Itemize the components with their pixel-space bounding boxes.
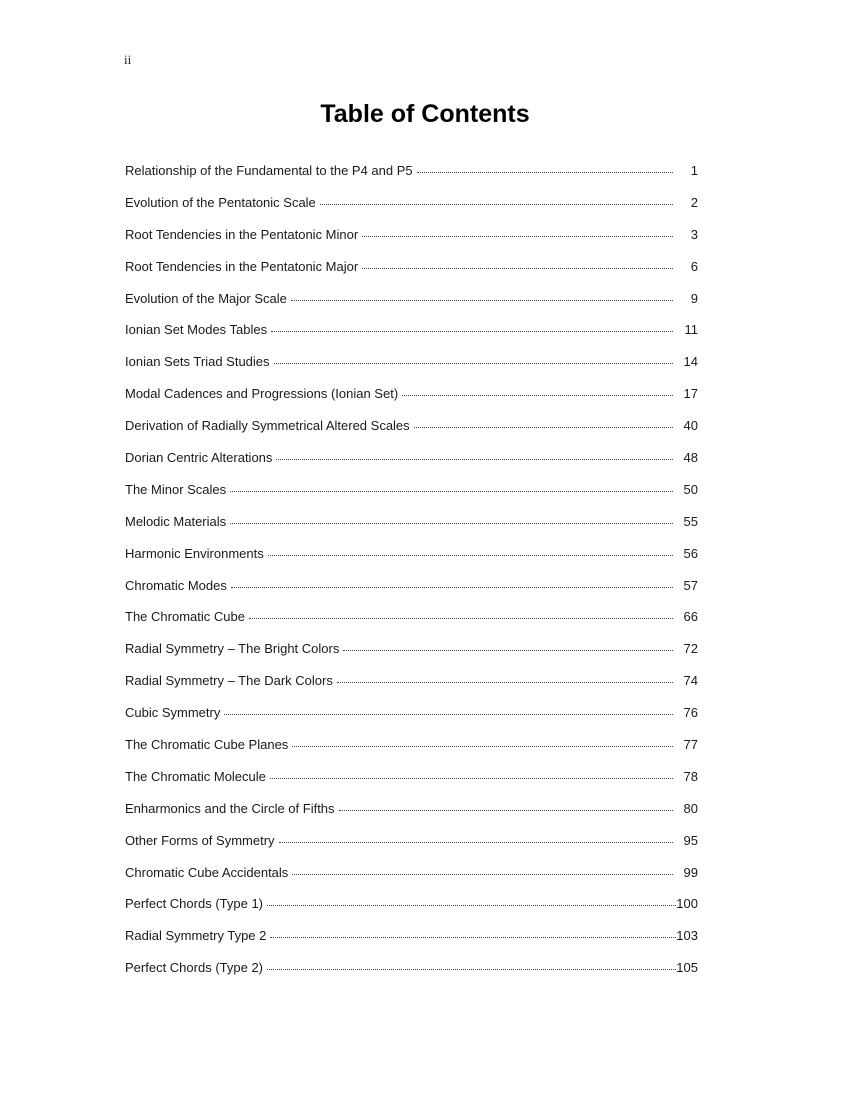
dot-leader	[270, 926, 676, 940]
toc-entry[interactable]	[125, 863, 698, 895]
toc-entry-page: 3	[690, 226, 698, 242]
toc-entry-page: 14	[683, 354, 698, 370]
dot-leader	[271, 320, 673, 334]
toc-entry-page: 80	[683, 800, 698, 816]
toc-entry-page: 103	[676, 928, 698, 944]
toc-entry[interactable]	[125, 480, 698, 512]
toc-entry-title: Cubic Symmetry	[125, 705, 221, 721]
page-number: ii	[124, 52, 132, 67]
toc-entry-page: 76	[683, 705, 698, 721]
toc-entry-title: Chromatic Modes	[125, 577, 227, 593]
toc-entry-title: Other Forms of Symmetry	[125, 832, 275, 848]
dot-leader	[292, 863, 673, 877]
toc-entry-page: 48	[683, 450, 698, 466]
toc-entry[interactable]	[125, 831, 698, 863]
dot-leader	[279, 831, 673, 845]
toc-entry-title: Chromatic Cube Accidentals	[125, 864, 289, 880]
toc-entry[interactable]	[125, 639, 698, 671]
toc-entry[interactable]	[125, 671, 698, 703]
toc-entry[interactable]	[125, 544, 698, 576]
dot-leader	[230, 512, 673, 526]
toc-entry-page: 50	[683, 481, 698, 497]
toc-entry[interactable]	[125, 512, 698, 544]
toc-entry[interactable]	[125, 225, 698, 257]
dot-leader	[414, 416, 673, 430]
toc-entry[interactable]	[125, 894, 698, 926]
toc-entry-title: Evolution of the Major Scale	[125, 290, 287, 306]
toc-entry[interactable]	[125, 958, 698, 990]
toc-entry-page: 105	[676, 960, 698, 976]
toc-entry-page: 72	[683, 641, 698, 657]
toc-entry-title: Evolution of the Pentatonic Scale	[125, 194, 316, 210]
toc-entry[interactable]	[125, 352, 698, 384]
toc-entry-title: Modal Cadences and Progressions (Ionian Set)	[125, 386, 399, 402]
toc-entry-page: 6	[690, 258, 698, 274]
toc-entry-title: Perfect Chords (Type 2)	[125, 960, 263, 976]
toc-entry[interactable]	[125, 799, 698, 831]
toc-entry[interactable]	[125, 161, 698, 193]
toc-entry-page: 55	[683, 513, 698, 529]
toc-entry-title: Root Tendencies in the Pentatonic Minor	[125, 226, 359, 242]
toc-entry-page: 95	[683, 832, 698, 848]
toc-entry-page: 1	[690, 163, 698, 178]
dot-leader	[339, 799, 673, 813]
dot-leader	[249, 607, 673, 621]
dot-leader	[320, 193, 673, 207]
toc-entry[interactable]	[125, 926, 698, 958]
dot-leader	[402, 384, 673, 398]
toc-entry-title: Root Tendencies in the Pentatonic Major	[125, 258, 359, 274]
toc-entry-page: 40	[683, 418, 698, 434]
table-of-contents	[125, 161, 698, 990]
toc-entry[interactable]	[125, 289, 698, 321]
toc-entry[interactable]	[125, 320, 698, 352]
dot-leader	[292, 735, 673, 749]
toc-entry[interactable]	[125, 448, 698, 480]
toc-entry-page: 2	[690, 194, 698, 210]
toc-entry[interactable]	[125, 767, 698, 799]
toc-entry-title: Enharmonics and the Circle of Fifths	[125, 800, 335, 816]
dot-leader	[276, 448, 673, 462]
toc-entry-page: 17	[683, 386, 698, 402]
toc-entry[interactable]	[125, 576, 698, 608]
toc-entry-page: 9	[690, 290, 698, 306]
toc-entry-title: The Chromatic Cube Planes	[125, 737, 289, 753]
page-title: Table of Contents	[320, 100, 530, 128]
dot-leader	[224, 703, 673, 717]
toc-entry-page: 11	[684, 322, 698, 338]
toc-entry-page: 100	[676, 896, 698, 912]
toc-entry-page: 74	[683, 673, 698, 689]
toc-entry[interactable]	[125, 735, 698, 767]
dot-leader	[230, 480, 673, 494]
toc-entry-title: Melodic Materials	[125, 513, 227, 529]
toc-entry[interactable]	[125, 703, 698, 735]
toc-entry-title: Radial Symmetry – The Bright Colors	[125, 641, 340, 657]
toc-entry[interactable]	[125, 193, 698, 225]
toc-entry-page: 99	[683, 864, 698, 880]
toc-entry[interactable]	[125, 416, 698, 448]
dot-leader	[268, 544, 673, 558]
toc-entry-page: 78	[683, 768, 698, 784]
toc-entry[interactable]	[125, 257, 698, 289]
toc-entry-page: 77	[683, 737, 698, 753]
toc-entry-title: Radial Symmetry Type 2	[125, 928, 267, 944]
toc-entry-title: Derivation of Radially Symmetrical Altered Scales	[125, 418, 410, 434]
toc-entry[interactable]	[125, 607, 698, 639]
toc-entry-title: The Chromatic Molecule	[125, 768, 266, 784]
dot-leader	[362, 225, 673, 239]
toc-entry-title: Ionian Sets Triad Studies	[125, 354, 270, 370]
toc-entry-page: 57	[683, 577, 698, 593]
dot-leader	[417, 161, 673, 175]
dot-leader	[362, 257, 673, 271]
toc-entry-title: Radial Symmetry – The Dark Colors	[125, 673, 333, 689]
toc-entry-page: 66	[683, 609, 698, 625]
dot-leader	[291, 289, 673, 303]
dot-leader	[267, 958, 676, 972]
toc-entry-page: 56	[683, 545, 698, 561]
toc-entry-title: Perfect Chords (Type 1)	[125, 896, 263, 912]
toc-entry-title: Relationship of the Fundamental to the P4 and P5	[125, 163, 413, 178]
toc-entry[interactable]	[125, 384, 698, 416]
toc-entry-title: Dorian Centric Alterations	[125, 450, 273, 466]
toc-entry-title: Ionian Set Modes Tables	[125, 322, 268, 338]
toc-entry-title: The Chromatic Cube	[125, 609, 245, 625]
dot-leader	[274, 352, 673, 366]
toc-entry-title: Harmonic Environments	[125, 545, 264, 561]
dot-leader	[343, 639, 673, 653]
toc-entry-title: The Minor Scales	[125, 481, 227, 497]
dot-leader	[231, 576, 673, 590]
dot-leader	[267, 894, 676, 908]
dot-leader	[270, 767, 673, 781]
dot-leader	[337, 671, 673, 685]
